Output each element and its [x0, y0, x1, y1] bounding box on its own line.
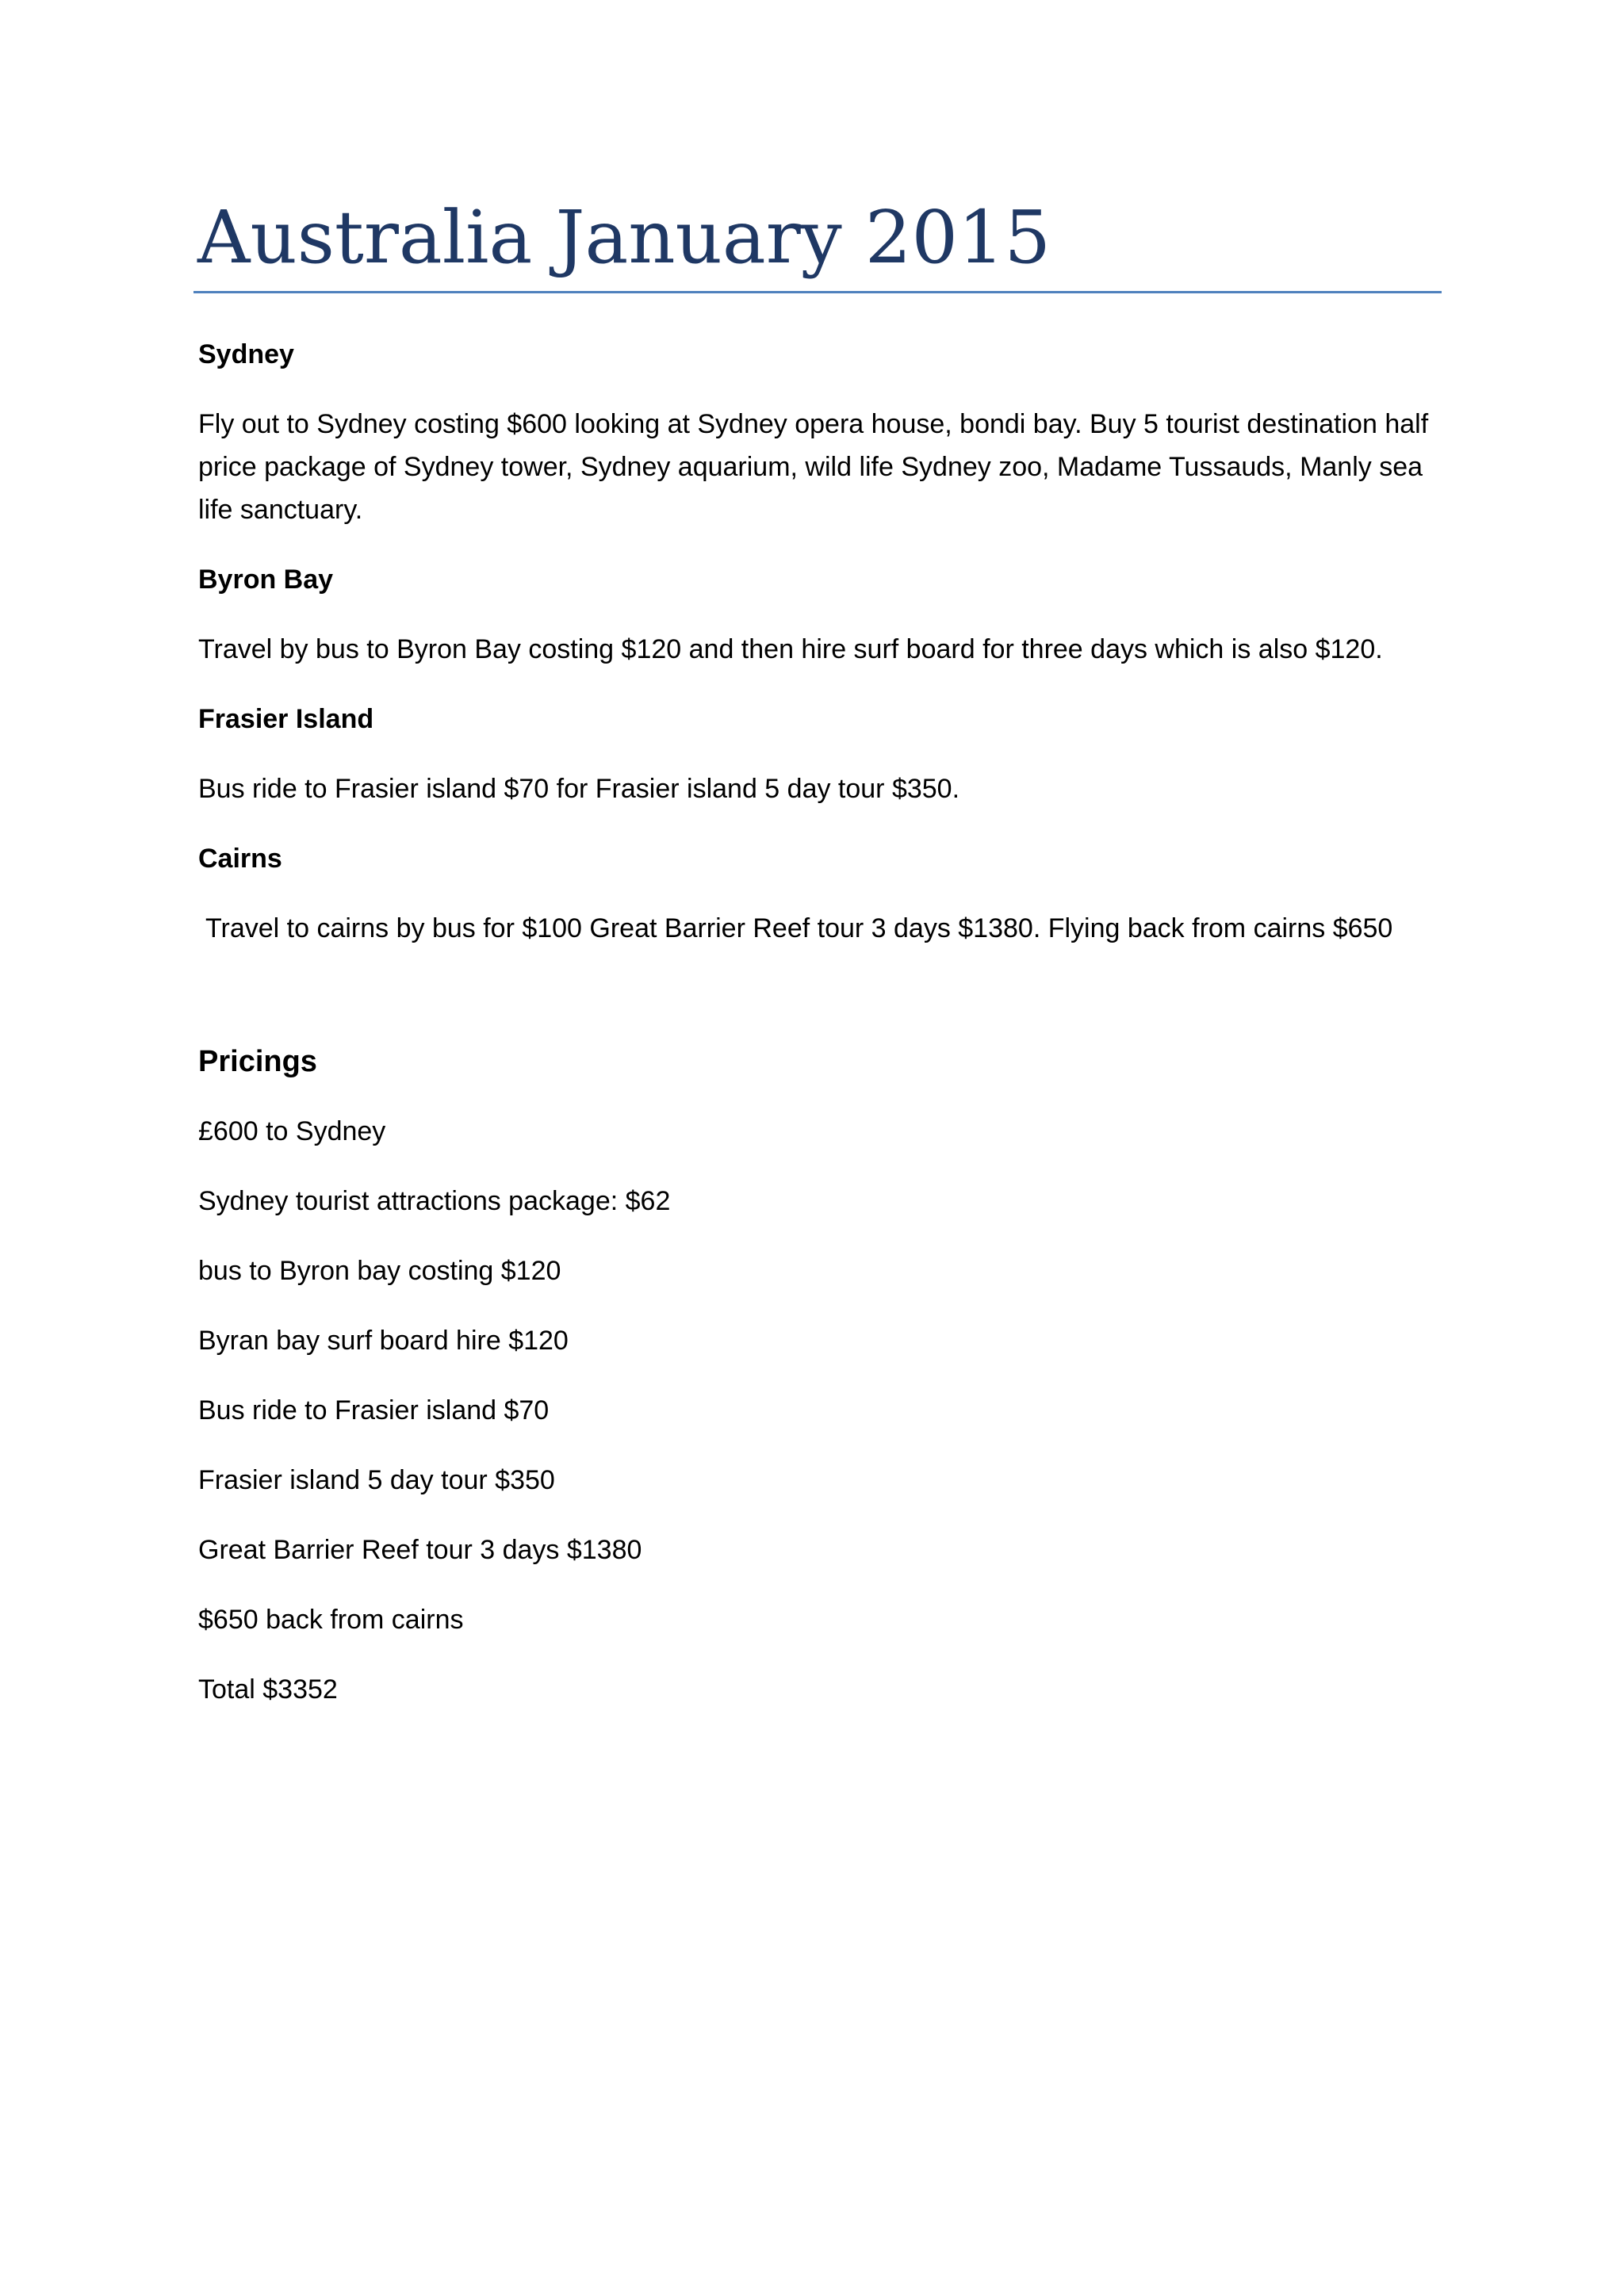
pricing-item: Bus ride to Frasier island $70	[198, 1395, 550, 1425]
section-heading-frasier-island: Frasier Island	[198, 704, 374, 734]
pricing-item: bus to Byron bay costing $120	[198, 1256, 561, 1286]
pricings-heading: Pricings	[198, 1045, 317, 1078]
title-underline	[193, 291, 1442, 293]
pricing-item: £600 to Sydney	[198, 1116, 386, 1146]
pricing-item: Frasier island 5 day tour $350	[198, 1465, 555, 1495]
pricing-item: $650 back from cairns	[198, 1605, 464, 1635]
section-spacer	[198, 977, 1435, 1040]
pricing-item: Byran bay surf board hire $120	[198, 1326, 569, 1356]
document-title: Australia January 2015	[197, 195, 1051, 280]
section-heading-cairns: Cairns	[198, 844, 282, 874]
section-heading-sydney: Sydney	[198, 339, 294, 369]
pricing-item: Sydney tourist attractions package: $62	[198, 1186, 671, 1216]
section-text-byron-bay: Travel by bus to Byron Bay costing $120 and then hire surf board for three days which is also $120.	[198, 634, 1383, 664]
pricing-total: Total $3352	[198, 1674, 338, 1705]
section-text-cairns: Travel to cairns by bus for $100 Great Barrier Reef tour 3 days $1380. Flying back from cairns $650	[205, 913, 1393, 943]
section-heading-byron-bay: Byron Bay	[198, 564, 334, 595]
document-body	[198, 333, 1435, 1738]
section-text-sydney: Fly out to Sydney costing $600 looking at Sydney opera house, bondi bay. Buy 5 tourist destination half price package of Sydney tower, Sydney aquarium, wild life Sydney zoo, Madame Tussauds, Manly sea life sanctuary.	[198, 409, 1429, 525]
pricing-item: Great Barrier Reef tour 3 days $1380	[198, 1535, 642, 1565]
section-text-frasier-island: Bus ride to Frasier island $70 for Frasier island 5 day tour $350.	[198, 774, 960, 804]
